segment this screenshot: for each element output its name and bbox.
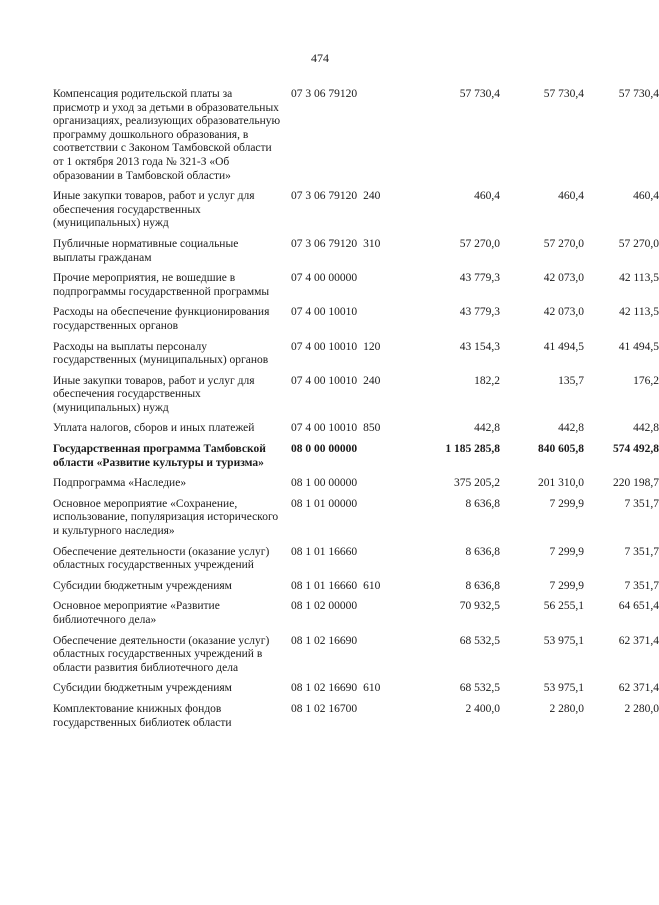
row-csr: 08 1 02 16700 (291, 702, 358, 715)
row-value-3: 41 494,5 (618, 340, 659, 353)
row-code (291, 600, 401, 614)
row-value-3: 2 280,0 (624, 702, 659, 715)
row-value-3: 574 492,8 (613, 443, 659, 456)
row-vr: 610 (363, 579, 381, 592)
row-value-3: 7 351,7 (624, 545, 659, 558)
row-name: Обеспечение деятельности (оказание услуг) областных государственных учреждений в области развития библиотечного дела (53, 634, 270, 674)
row-name: Обеспечение деятельности (оказание услуг) областных государственных учреждений (53, 545, 270, 572)
row-value-2: 42 073,0 (543, 306, 584, 319)
row-value-2: 53 975,1 (543, 682, 584, 695)
row-value-1: 70 932,5 (459, 600, 500, 613)
table-row (53, 443, 659, 470)
row-value-2: 2 280,0 (549, 702, 584, 715)
table-row (53, 545, 659, 573)
row-vr: 850 (363, 422, 381, 435)
row-name: Расходы на выплаты персоналу государственных (муниципальных) органов (53, 340, 269, 367)
row-code (291, 272, 401, 286)
row-csr: 07 4 00 10010 (291, 374, 358, 387)
table-row (53, 237, 659, 265)
row-csr: 07 4 00 00000 (291, 272, 358, 285)
table-row (53, 497, 659, 539)
row-value-1: 43 779,3 (459, 306, 500, 319)
row-value-1: 57 730,4 (459, 88, 500, 100)
row-code (291, 306, 401, 320)
row-value-1: 43 779,3 (459, 272, 500, 285)
row-value-1: 2 400,0 (465, 702, 500, 715)
row-csr: 07 4 00 10010 (291, 422, 358, 435)
row-value-1: 8 636,8 (465, 497, 500, 510)
row-value-1: 375 205,2 (454, 477, 500, 490)
row-value-1: 442,8 (474, 422, 500, 435)
row-value-3: 7 351,7 (624, 579, 659, 592)
row-value-3: 176,2 (633, 374, 659, 387)
table-row (53, 702, 659, 730)
row-name: Иные закупки товаров, работ и услуг для обеспечения государственных (муниципальных) нужд (53, 374, 255, 414)
row-value-1: 68 532,5 (459, 634, 500, 647)
row-code (291, 375, 401, 389)
row-name: Компенсация родительской платы за присмотр и уход за детьми в образовательных организациях, реализующих образовательную программу дошкольного образования, в соответствии с Законом Тамбовской области от 1 октября 2013 года № 321-З «Об образовании в Тамбовской области» (53, 88, 281, 182)
row-csr: 08 1 01 00000 (291, 497, 358, 510)
row-code (291, 703, 401, 717)
row-csr: 08 1 02 00000 (291, 600, 358, 613)
row-value-2: 57 270,0 (543, 237, 584, 250)
row-value-2: 57 730,4 (543, 88, 584, 100)
row-code (291, 422, 401, 436)
row-code (291, 498, 401, 512)
row-vr: 310 (363, 237, 381, 250)
row-code (291, 443, 401, 457)
row-value-1: 460,4 (474, 190, 500, 203)
row-csr: 07 4 00 10010 (291, 340, 358, 353)
row-name: Иные закупки товаров, работ и услуг для обеспечения государственных (муниципальных) нужд (53, 190, 255, 230)
row-name: Уплата налогов, сборов и иных платежей (53, 422, 255, 435)
table-row (53, 682, 659, 696)
row-value-2: 42 073,0 (543, 272, 584, 285)
row-value-2: 53 975,1 (543, 634, 584, 647)
row-value-2: 442,8 (558, 422, 584, 435)
table-row (53, 88, 659, 183)
row-name: Субсидии бюджетным учреждениям (53, 682, 232, 695)
row-value-2: 7 299,9 (549, 497, 584, 510)
table-row (53, 579, 659, 594)
table-row (53, 600, 659, 627)
row-value-1: 57 270,0 (459, 237, 500, 250)
table-row (53, 374, 659, 416)
table-row (53, 634, 659, 676)
row-code (291, 88, 401, 102)
row-name: Прочие мероприятия, не вошедшие в подпрограммы государственной программы (53, 272, 270, 298)
row-value-2: 41 494,5 (543, 340, 584, 353)
row-value-2: 56 255,1 (543, 600, 584, 613)
table-row (53, 422, 659, 436)
row-value-3: 42 113,5 (619, 306, 659, 319)
row-name: Основное мероприятие «Развитие библиотечного дела» (53, 600, 220, 626)
row-csr: 08 1 01 16660 (291, 579, 358, 592)
row-csr: 07 4 00 10010 (291, 306, 358, 319)
row-csr: 08 1 02 16690 (291, 682, 358, 695)
row-value-3: 42 113,5 (619, 272, 659, 285)
row-value-3: 62 371,4 (618, 634, 659, 647)
row-value-2: 135,7 (558, 374, 584, 387)
table-row (53, 340, 659, 368)
row-value-2: 201 310,0 (538, 477, 584, 490)
row-value-1: 182,2 (474, 374, 500, 387)
row-value-3: 64 651,4 (618, 600, 659, 613)
row-value-3: 62 371,4 (618, 682, 659, 695)
row-code (291, 546, 401, 560)
row-name: Государственная программа Тамбовской области «Развитие культуры и туризма» (53, 443, 266, 469)
row-value-1: 1 185 285,8 (445, 443, 500, 456)
row-name: Комплектование книжных фондов государственных библиотек области (53, 702, 232, 729)
row-vr: 240 (363, 374, 381, 387)
table-row (53, 306, 659, 333)
row-csr: 08 1 00 00000 (291, 477, 358, 490)
row-vr: 120 (363, 340, 381, 353)
row-code (291, 190, 401, 204)
row-name: Субсидии бюджетным учреждениям (53, 579, 232, 592)
row-name: Подпрограмма «Наследие» (53, 477, 187, 490)
row-code (291, 635, 401, 649)
row-value-3: 460,4 (633, 190, 659, 203)
row-csr: 08 0 00 00000 (291, 443, 358, 456)
row-code (291, 580, 401, 594)
row-csr: 08 1 01 16660 (291, 545, 358, 558)
row-value-2: 840 605,8 (538, 443, 584, 456)
row-code (291, 477, 401, 491)
row-name: Расходы на обеспечение функционирования государственных органов (53, 306, 270, 332)
row-value-1: 43 154,3 (459, 340, 500, 353)
row-value-3: 442,8 (633, 422, 659, 435)
row-value-3: 57 730,4 (618, 88, 659, 100)
row-value-1: 8 636,8 (465, 545, 500, 558)
row-value-3: 7 351,7 (624, 497, 659, 510)
row-value-3: 220 198,7 (613, 477, 659, 490)
page-number: 474 (311, 51, 329, 65)
table-row (53, 190, 659, 231)
row-name: Основное мероприятие «Сохранение, использование, популяризация исторического и культурного наследия» (53, 497, 279, 538)
row-csr: 07 3 06 79120 (291, 237, 358, 250)
row-code (291, 341, 401, 355)
row-vr: 610 (363, 682, 381, 695)
row-csr: 07 3 06 79120 (291, 88, 358, 100)
row-code (291, 682, 401, 696)
row-vr: 240 (363, 190, 381, 203)
table-row (53, 272, 659, 299)
row-csr: 08 1 02 16690 (291, 634, 358, 647)
row-value-3: 57 270,0 (618, 237, 659, 250)
row-csr: 07 3 06 79120 (291, 190, 358, 203)
table-row (53, 477, 659, 491)
row-code (291, 238, 401, 252)
row-value-1: 8 636,8 (465, 579, 500, 592)
row-name: Публичные нормативные социальные выплаты гражданам (53, 237, 239, 264)
row-value-2: 7 299,9 (549, 579, 584, 592)
row-value-2: 7 299,9 (549, 545, 584, 558)
budget-table (53, 88, 659, 737)
row-value-2: 460,4 (558, 190, 584, 203)
row-value-1: 68 532,5 (459, 682, 500, 695)
